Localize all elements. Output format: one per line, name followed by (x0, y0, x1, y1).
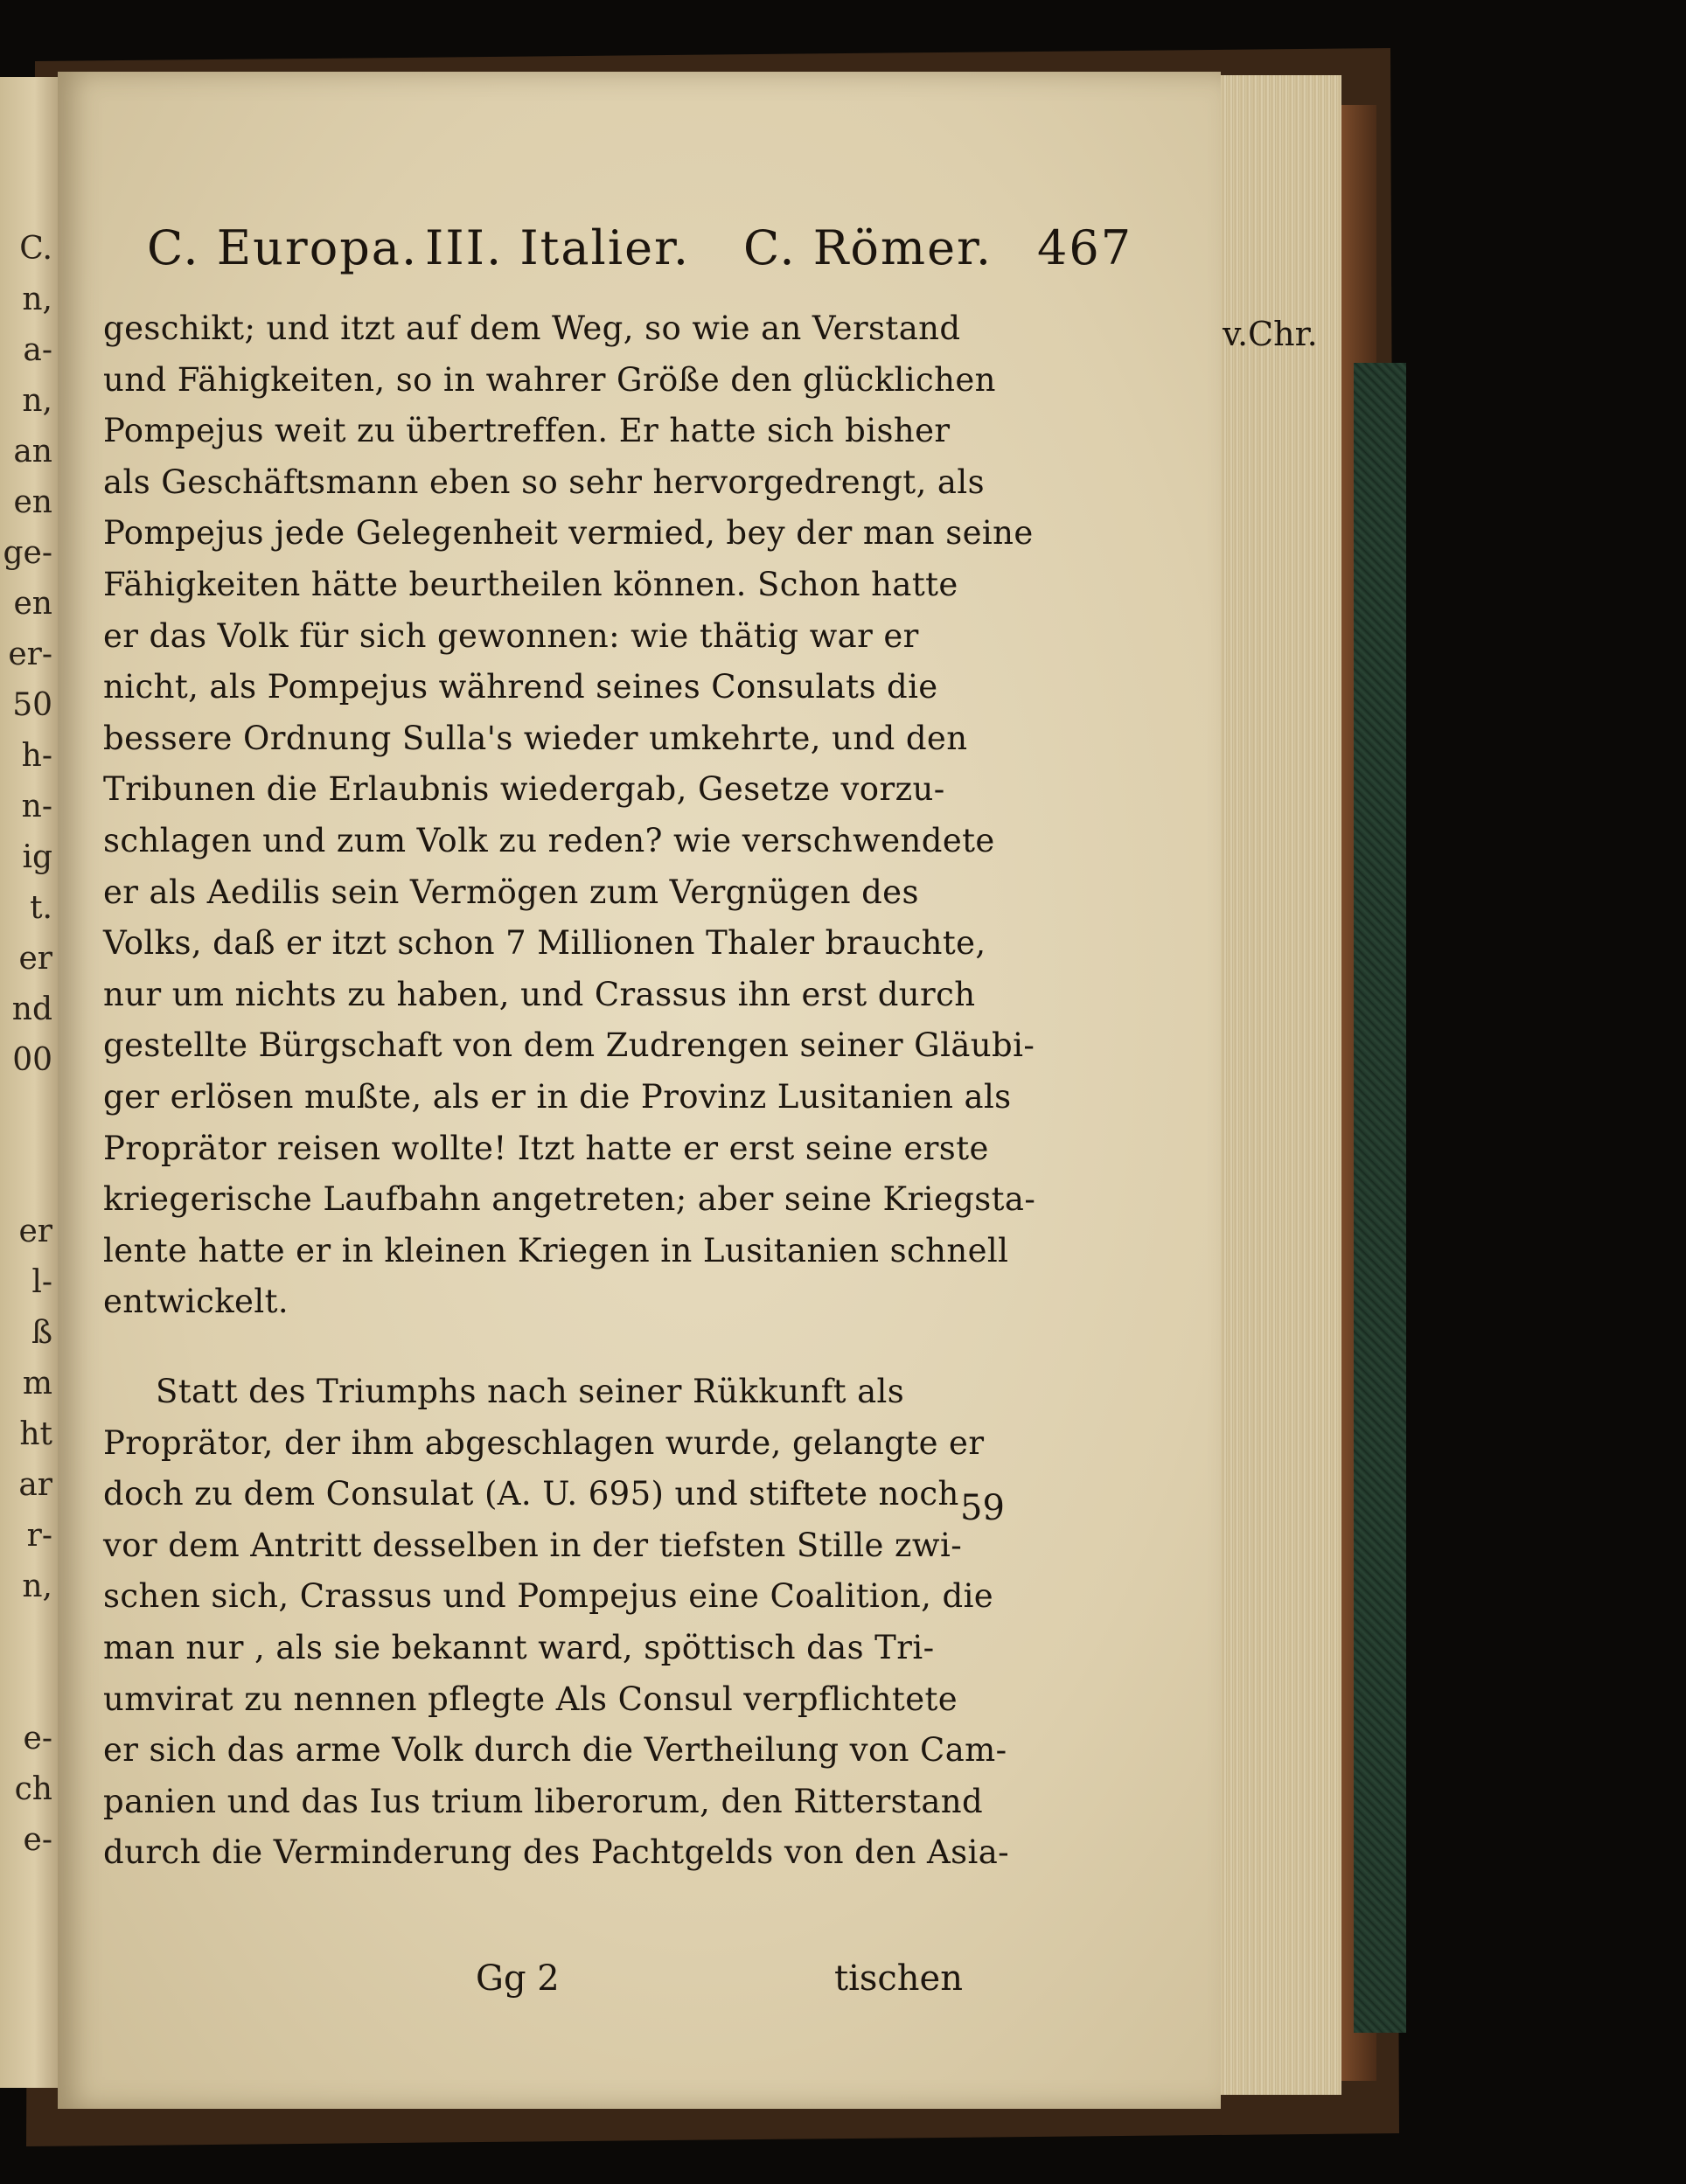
book-page (58, 72, 1221, 2109)
left-page-fragment: h- (21, 738, 52, 774)
text-line: ger erlösen mußte, als er in die Provinz Lusitanien als (103, 1078, 1012, 1116)
left-page-fragment: ge- (3, 535, 52, 571)
text-line: durch die Verminderung des Pachtgelds von den Asia- (103, 1833, 1010, 1872)
left-page-fragment: er- (8, 636, 52, 672)
left-page-fragment: 00 (12, 1042, 52, 1078)
left-page-fragment: n, (22, 1568, 52, 1604)
text-line: nicht, als Pompejus während seines Consulats die (103, 668, 938, 706)
left-page-fragment: e- (23, 1822, 52, 1858)
text-line: entwickelt. (103, 1283, 289, 1321)
left-page-fragment: n, (22, 282, 52, 317)
running-head-mid: III. Italier. (425, 220, 691, 275)
left-page-fragment: en (13, 586, 52, 622)
left-page-fragment: l- (31, 1264, 52, 1300)
text-line: und Fähigkeiten, so in wahrer Größe den glücklichen (103, 360, 996, 399)
text-line: Proprätor, der ihm abgeschlagen wurde, gelangte er (103, 1423, 985, 1462)
text-line: Statt des Triumphs nach seiner Rükkunft als (156, 1373, 905, 1410)
left-page-fragment: C. (19, 231, 52, 267)
left-page-fragment: nd (11, 991, 52, 1027)
text-line: nur um nichts zu haben, und Crassus ihn erst durch (103, 975, 976, 1013)
left-page-fragment: r- (26, 1518, 52, 1554)
text-line: Fähigkeiten hätte beurtheilen können. Schon hatte (103, 566, 958, 603)
left-page-fragment: en (13, 484, 52, 520)
text-line: er als Aedilis sein Vermögen zum Vergnügen des (103, 873, 919, 911)
text-line: kriegerische Laufbahn angetreten; aber seine Kriegsta- (103, 1180, 1036, 1219)
left-page-fragment: a- (23, 332, 52, 368)
left-page-fragment: n, (22, 383, 52, 419)
page-number: 467 (1037, 220, 1133, 275)
left-page-fragment: ig (22, 839, 52, 875)
running-head-left: C. Europa. (147, 220, 419, 275)
text-line: als Geschäftsmann eben so sehr hervorgedrengt, als (103, 463, 985, 501)
text-line: geschikt; und itzt auf dem Weg, so wie an Verstand (103, 310, 961, 347)
text-line: Proprätor reisen wollte! Itzt hatte er erst seine erste (103, 1129, 989, 1167)
text-line: schen sich, Crassus und Pompejus eine Coalition, die (103, 1577, 994, 1616)
text-line: doch zu dem Consulat (A. U. 695) und stiftete noch (103, 1475, 959, 1513)
left-page-fragment: n- (21, 789, 52, 824)
cover-green (1354, 363, 1406, 2033)
left-page-fragment: 50 (12, 687, 52, 723)
catchword: tischen (834, 1958, 963, 1999)
left-page-fragment: t. (30, 890, 52, 926)
left-page-fragment: ar (18, 1467, 52, 1503)
text-line: panien und das Ius trium liberorum, den Ritterstand (103, 1782, 984, 1820)
left-page-fragment: er (18, 941, 52, 977)
left-page-fragment: ht (19, 1416, 52, 1452)
text-line: Pompejus jede Gelegenheit vermied, bey der man seine (103, 514, 1034, 553)
text-line: Tribunen die Erlaubnis wiedergab, Gesetze vorzu- (103, 770, 945, 809)
text-line: bessere Ordnung Sulla's wieder umkehrte, und den (103, 719, 968, 757)
margin-note-year: 59 (960, 1488, 1005, 1528)
text-line: umvirat zu nennen pflegte Als Consul verpflichtete (103, 1680, 958, 1718)
text-line: Pompejus weit zu übertreffen. Er hatte sich bisher (103, 412, 951, 450)
text-line: man nur , als sie bekannt ward, spöttisch das Tri- (103, 1629, 935, 1666)
left-page-fragment: ch (14, 1771, 52, 1807)
text-line: lente hatte er in kleinen Kriegen in Lusitanien schnell (103, 1231, 1009, 1269)
text-line: Volks, daß er itzt schon 7 Millionen Thaler brauchte, (103, 924, 986, 963)
left-page-fragment: e- (23, 1721, 52, 1756)
left-page-fragment: ß (31, 1315, 52, 1351)
running-head (58, 220, 1221, 308)
margin-note-era: v.Chr. (1223, 315, 1318, 353)
left-page-fragment: er (18, 1214, 52, 1249)
text-line: er sich das arme Volk durch die Vertheilung von Cam- (103, 1731, 1007, 1770)
text-line: gestellte Bürgschaft von dem Zudrengen seiner Gläubi- (103, 1026, 1035, 1065)
left-page-fragment: m (22, 1366, 52, 1402)
signature-mark: Gg 2 (476, 1958, 560, 1999)
text-line: er das Volk für sich gewonnen: wie thätig war er (103, 616, 919, 655)
text-line: vor dem Antritt desselben in der tiefsten Stille zwi- (103, 1526, 963, 1564)
running-head-right: C. Römer. (743, 220, 993, 275)
text-line: schlagen und zum Volk zu reden? wie verschwendete (103, 822, 995, 859)
left-page-edge (0, 77, 58, 2088)
page-edges (1221, 75, 1341, 2095)
left-page-fragment: an (13, 434, 52, 469)
